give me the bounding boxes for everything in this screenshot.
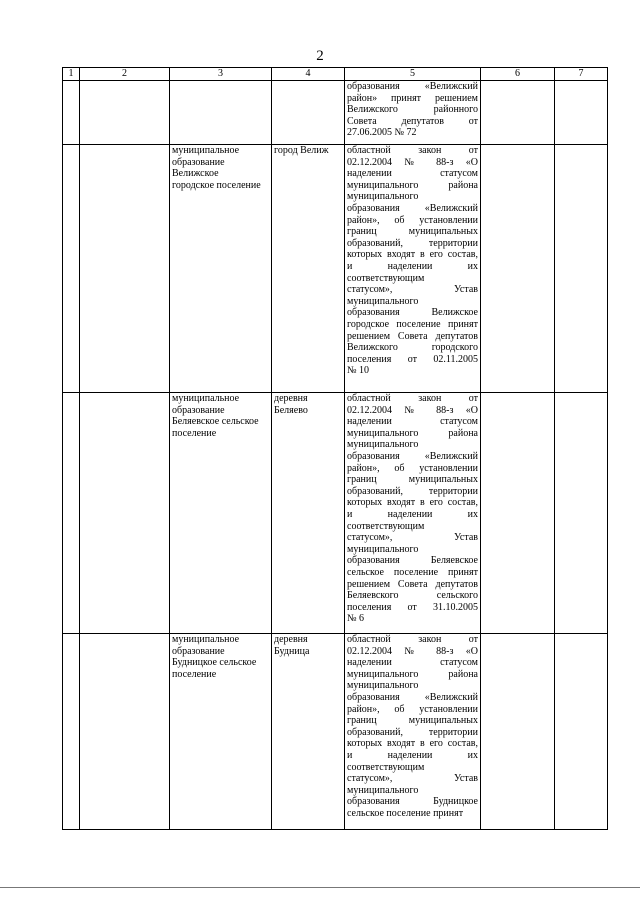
cell-line: Велижского городского bbox=[347, 342, 478, 354]
empty-cell bbox=[481, 145, 555, 393]
name-cell bbox=[80, 81, 170, 145]
row-number-cell bbox=[63, 393, 80, 634]
cell-line: деревня bbox=[274, 393, 308, 404]
cell-line: соответствующим bbox=[347, 761, 425, 773]
cell-line: Совета депутатов от bbox=[347, 115, 478, 127]
cell-line: соответствующим bbox=[347, 272, 425, 284]
cell-line: образований, территории bbox=[347, 237, 478, 249]
cell-line: муниципальное bbox=[172, 393, 240, 404]
cell-line: Будница bbox=[274, 645, 310, 657]
cell-line: муниципального bbox=[347, 191, 419, 203]
center-cell bbox=[272, 145, 345, 393]
cell-line: статусом», Устав bbox=[347, 284, 478, 296]
cell-line: городское поселение принят bbox=[347, 318, 478, 330]
cell-line: образования «Велижский bbox=[347, 202, 478, 214]
cell-line: границ муниципальных bbox=[347, 474, 478, 486]
empty-cell bbox=[481, 634, 555, 830]
cell-line: и наделении их bbox=[347, 260, 478, 272]
legal-basis-cell bbox=[345, 145, 481, 393]
cell-line: решением Совета депутатов bbox=[347, 330, 478, 342]
row-number-cell bbox=[63, 81, 80, 145]
cell-line: муниципального района bbox=[347, 179, 478, 191]
empty-cell bbox=[481, 81, 555, 145]
cell-line: которых входят в его состав, bbox=[347, 497, 478, 509]
cell-line: поселения от 02.11.2005 bbox=[347, 353, 478, 365]
cell-line: решением Совета депутатов bbox=[347, 578, 478, 590]
cell-line: образование bbox=[172, 645, 225, 657]
row-number-cell bbox=[63, 634, 80, 830]
cell-line: областной закон от bbox=[347, 145, 478, 156]
cell-line: и наделении их bbox=[347, 749, 478, 761]
column-number-cell: 6 bbox=[481, 68, 555, 81]
cell-line: № 10 bbox=[347, 365, 370, 377]
column-number-cell: 4 bbox=[272, 68, 345, 81]
column-number-cell: 3 bbox=[170, 68, 272, 81]
cell-line: район», об установлении bbox=[347, 703, 478, 715]
cell-line: муниципального bbox=[347, 784, 419, 796]
column-number-header-row bbox=[63, 68, 608, 81]
center-cell bbox=[272, 81, 345, 145]
municipality-cell bbox=[170, 145, 272, 393]
empty-cell bbox=[481, 393, 555, 634]
cell-line: статусом», Устав bbox=[347, 532, 478, 544]
center-cell bbox=[272, 393, 345, 634]
cell-line: образования «Велижский bbox=[347, 450, 478, 462]
cell-line: наделении статусом bbox=[347, 168, 478, 180]
legal-basis-cell bbox=[345, 81, 481, 145]
cell-line: областной закон от bbox=[347, 634, 478, 645]
cell-line: Будницкое сельское bbox=[172, 657, 257, 669]
cell-line: поселение bbox=[172, 427, 217, 439]
page-bottom-rule bbox=[0, 887, 640, 888]
cell-line: 27.06.2005 № 72 bbox=[347, 127, 417, 139]
cell-line: 02.12.2004 № 88-з «О bbox=[347, 645, 478, 657]
cell-line: муниципального bbox=[347, 295, 419, 307]
cell-line: которых входят в его состав, bbox=[347, 249, 478, 261]
cell-line: поселение bbox=[172, 668, 217, 680]
cell-line: сельское поселение принят bbox=[347, 807, 464, 819]
cell-line: образования Велижское bbox=[347, 307, 478, 319]
cell-line: муниципального района bbox=[347, 427, 478, 439]
table-row bbox=[63, 634, 608, 830]
cell-line: статусом», Устав bbox=[347, 773, 478, 785]
cell-line: муниципального района bbox=[347, 668, 478, 680]
name-cell bbox=[80, 145, 170, 393]
column-number-cell: 2 bbox=[80, 68, 170, 81]
cell-line: муниципальное bbox=[172, 634, 240, 645]
cell-line: поселения от 31.10.2005 bbox=[347, 601, 478, 613]
cell-line: Беляево bbox=[274, 404, 308, 416]
cell-line: образование bbox=[172, 156, 225, 168]
legal-basis-cell bbox=[345, 393, 481, 634]
cell-line: и наделении их bbox=[347, 508, 478, 520]
empty-cell bbox=[555, 393, 608, 634]
cell-line: образований, территории bbox=[347, 726, 478, 738]
cell-line: муниципального bbox=[347, 543, 419, 555]
column-number-cell: 5 bbox=[345, 68, 481, 81]
cell-line: деревня bbox=[274, 634, 308, 645]
column-number-cell: 1 bbox=[63, 68, 80, 81]
cell-line: образования Беляевское bbox=[347, 555, 478, 567]
cell-line: образования «Велижский bbox=[347, 81, 478, 92]
cell-line: образования Будницкое bbox=[347, 796, 478, 808]
cell-line: соответствующим bbox=[347, 520, 425, 532]
cell-line: район», об установлении bbox=[347, 462, 478, 474]
cell-line: 02.12.2004 № 88-з «О bbox=[347, 156, 478, 168]
cell-line: 02.12.2004 № 88-з «О bbox=[347, 404, 478, 416]
empty-cell bbox=[555, 81, 608, 145]
legal-basis-cell bbox=[345, 634, 481, 830]
cell-line: № 6 bbox=[347, 613, 365, 625]
column-number-cell: 7 bbox=[555, 68, 608, 81]
cell-line: район», об установлении bbox=[347, 214, 478, 226]
cell-line: городское поселение bbox=[172, 179, 261, 191]
municipality-cell bbox=[170, 393, 272, 634]
cell-line: Беляевского сельского bbox=[347, 590, 478, 602]
municipality-cell bbox=[170, 634, 272, 830]
cell-line: границ муниципальных bbox=[347, 715, 478, 727]
cell-line: границ муниципальных bbox=[347, 226, 478, 238]
center-cell bbox=[272, 634, 345, 830]
cell-line: наделении статусом bbox=[347, 416, 478, 428]
page-number: 2 bbox=[316, 48, 324, 64]
table-row bbox=[63, 145, 608, 393]
document-table bbox=[62, 67, 608, 830]
name-cell bbox=[80, 634, 170, 830]
municipality-cell bbox=[170, 81, 272, 145]
cell-line: муниципального bbox=[347, 680, 419, 692]
name-cell bbox=[80, 393, 170, 634]
cell-line: Велижского районного bbox=[347, 104, 478, 116]
cell-line: сельское поселение принят bbox=[347, 566, 478, 578]
cell-line: муниципальное bbox=[172, 145, 240, 156]
empty-cell bbox=[555, 634, 608, 830]
cell-line: образования «Велижский bbox=[347, 691, 478, 703]
table-row bbox=[63, 81, 608, 145]
row-number-cell bbox=[63, 145, 80, 393]
table-row bbox=[63, 393, 608, 634]
empty-cell bbox=[555, 145, 608, 393]
cell-line: муниципального bbox=[347, 439, 419, 451]
cell-line: образование bbox=[172, 404, 225, 416]
cell-line: город Велиж bbox=[274, 145, 329, 156]
cell-line: район» принят решением bbox=[347, 92, 478, 104]
cell-line: Беляевское сельское bbox=[172, 416, 259, 428]
cell-line: областной закон от bbox=[347, 393, 478, 404]
cell-line: Велижское bbox=[172, 168, 219, 180]
cell-line: наделении статусом bbox=[347, 657, 478, 669]
cell-line: образований, территории bbox=[347, 485, 478, 497]
cell-line: которых входят в его состав, bbox=[347, 738, 478, 750]
